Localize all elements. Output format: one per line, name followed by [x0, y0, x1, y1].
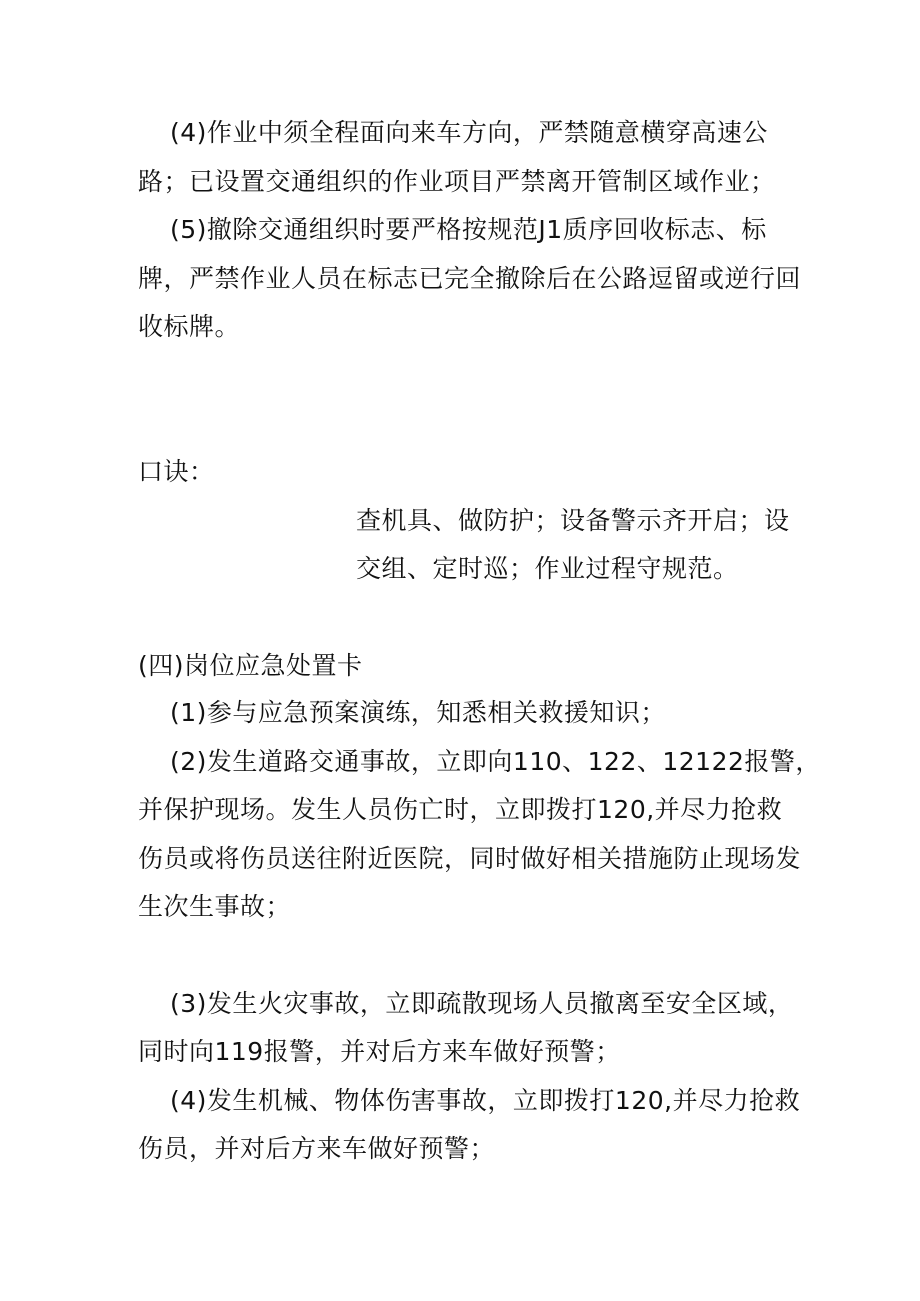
s4-item-2-line-4: 生次生事故； — [138, 892, 292, 921]
item-4-line-1: (4)作业中须全程面向来车方向，严禁随意横穿高速公 — [170, 118, 768, 147]
s4-item-2-line-3: 伤员或将伤员送往附近医院，同时做好相关措施防止现场发 — [138, 844, 802, 873]
s4-item-1-line-1: (1)参与应急预案演练，知悉相关救援知识； — [170, 698, 666, 727]
s4-item-2-line-2: 并保护现场。发生人员伤亡时，立即拨打120,并尽力抢救 — [138, 795, 783, 824]
section-4-heading: (四)岗位应急处置卡 — [138, 651, 363, 680]
mnemonic-line-1: 查机具、做防护；设备警示齐开启；设 — [356, 506, 790, 535]
s4-item-3-line-2: 同时向119报警，并对后方来车做好预警； — [138, 1037, 621, 1066]
s4-item-4-line-1: (4)发生机械、物体伤害事故，立即拨打120,并尽力抢救 — [170, 1086, 801, 1115]
item-5-line-3: 收标牌。 — [138, 312, 241, 341]
item-5-line-2: 牌，严禁作业人员在标志已完全撤除后在公路逗留或逆行回 — [138, 264, 802, 293]
s4-item-2-line-1: (2)发生道路交通事故，立即向110、122、12122报警， — [170, 747, 821, 776]
s4-item-4-line-2: 伤员，并对后方来车做好预警； — [138, 1134, 496, 1163]
mnemonic-label: 口诀： — [138, 457, 215, 486]
mnemonic-line-2: 交组、定时巡；作业过程守规范。 — [356, 554, 739, 583]
item-5-line-1: (5)撤除交通组织时要严格按规范J1质序回收标志、标 — [170, 215, 767, 244]
item-4-line-2: 路；已设置交通组织的作业项目严禁离开管制区域作业； — [138, 167, 776, 196]
s4-item-3-line-1: (3)发生火灾事故，立即疏散现场人员撤离至安全区域， — [170, 989, 794, 1018]
